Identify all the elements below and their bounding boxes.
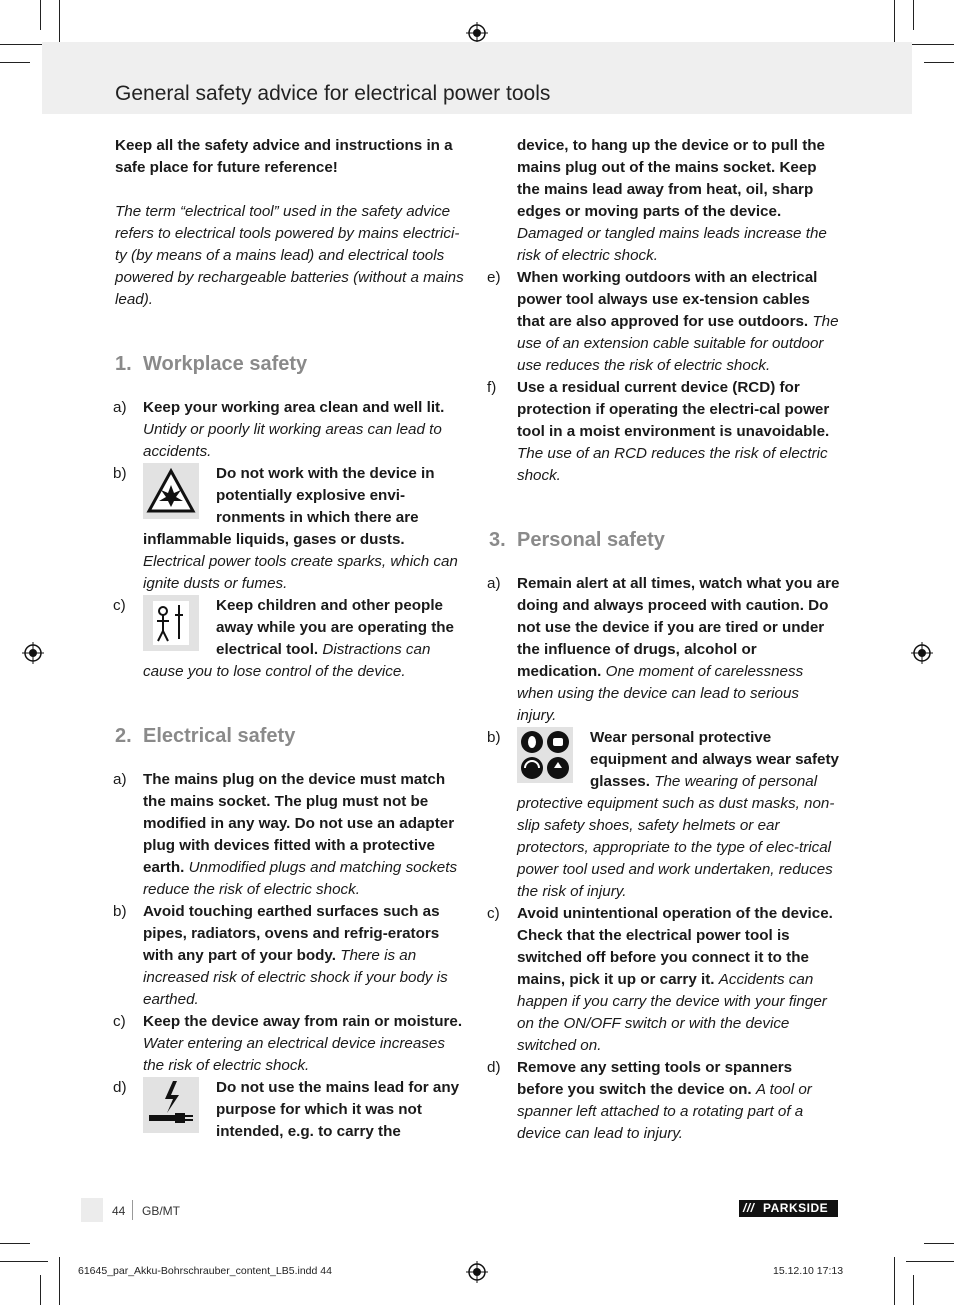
section-heading-workplace: 1. Workplace safety: [115, 353, 308, 375]
right-column: [489, 135, 841, 1145]
header-band: [42, 42, 912, 114]
registration-mark-icon: [466, 1261, 488, 1283]
page-title: General safety advice for electrical power tools: [115, 82, 551, 105]
list-item: b) Wear personal protective equipment and always wear safety glasses. The wearing of personal protective equipment such as dust masks, non-slip safety shoes, safety helmets or ear protectors, appropriate to the type of elec-trical power tool used and work undertaken, reduces the risk of injury.: [487, 729, 839, 900]
list-item: a) Keep your working area clean and well lit. Untidy or poorly lit working areas can lead to accidents.: [113, 399, 445, 460]
intro-italic: The term “electrical tool” used in the safety advice refers to electrical tools powered by mains electrici-ty (by means of a mains lead) and electrical tools powered by rechargeable batteries (without a mains lead).: [115, 203, 464, 308]
page-number: 44: [112, 1204, 126, 1218]
brand-logo: /// PARKSIDE: [739, 1200, 838, 1217]
file-slug: 61645_par_Akku-Bohrschrauber_content_LB5.indd 44: [78, 1265, 332, 1277]
left-column: [115, 135, 467, 1143]
registration-mark-icon: [22, 642, 44, 664]
intro-bold: Keep all the safety advice and instructions in a safe place for future reference!: [115, 137, 453, 176]
list-item: c) Keep the device away from rain or moisture. Water entering an electrical device increases the risk of electric shock.: [113, 1013, 463, 1074]
list-item: d) Remove any setting tools or spanners before you switch the device on. A tool or spanner left attached to a rotating part of a device can lead to injury.: [487, 1059, 812, 1142]
list-item: c) Keep children and other people away while you are operating the electrical tool. Distractions can cause you to lose control of the device.: [113, 597, 455, 680]
list-item: a) Remain alert at all times, watch what you are doing and always proceed with caution. Do not use the device if you are tired or under the influence of drugs, alcohol or medication. One moment of carelessness when using the device can lead to serious injury.: [487, 575, 840, 724]
list-item: d) Do not use the mains lead for any purpose for which it was not intended, e.g. to carry the: [113, 1079, 460, 1140]
mains-lead-warning-icon: [143, 1077, 199, 1133]
date-slug: 15.12.10 17:13: [773, 1265, 844, 1277]
registration-mark-icon: [911, 642, 933, 664]
section-heading-electrical: 2. Electrical safety: [115, 725, 296, 747]
list-item-continued: device, to hang up the device or to pull the mains plug out of the mains socket. Keep the mains lead away from heat, oil, sharp edges or moving parts of the device. Damaged or tangled mains leads increase the risk of electric shock.: [517, 137, 827, 264]
list-item: f) Use a residual current device (RCD) for protection if operating the electri-cal power tool in a moist environment is unavoidable. The use of an RCD reduces the risk of electric shock.: [487, 379, 830, 484]
list-item: c) Avoid unintentional operation of the device. Check that the electrical power tool is switched off before you connect it to the mains, pick it up or carry it. Accidents can happen if you carry the device with your finger on the ON/OFF switch or with the device switched on.: [487, 905, 833, 1054]
footer-divider: [132, 1200, 133, 1220]
list-item: a) The mains plug on the device must match the mains socket. The plug must not be modified in any way. Do not use an adapter plug with devices fitted with a protective earth. Unmodified plugs and matching sockets reduce the risk of electric shock.: [113, 771, 458, 898]
language-code: GB/MT: [142, 1204, 180, 1218]
keep-children-away-icon: [143, 595, 199, 651]
registration-mark-icon: [466, 22, 488, 44]
protective-equipment-icon: [517, 727, 573, 783]
list-item: e) When working outdoors with an electrical power tool always use ex-tension cables that are also approved for use outdoors. The use of an extension cable suitable for outdoor use reduces the risk of electric shock.: [487, 269, 839, 374]
explosion-warning-icon: [143, 463, 199, 519]
list-item: b) Avoid touching earthed surfaces such as pipes, radiators, ovens and refrig-erators with any part of your body. There is an increased risk of electric shock if your body is earthed.: [113, 903, 448, 1008]
footer-page-box: [81, 1198, 103, 1222]
section-heading-personal: 3. Personal safety: [489, 529, 665, 551]
list-item: b) Do not work with the device in potentially explosive envi-ronments in which there are inflammable liquids, gases or dusts. Electrical power tools create sparks, which can ignite dusts or fumes.: [113, 465, 458, 592]
